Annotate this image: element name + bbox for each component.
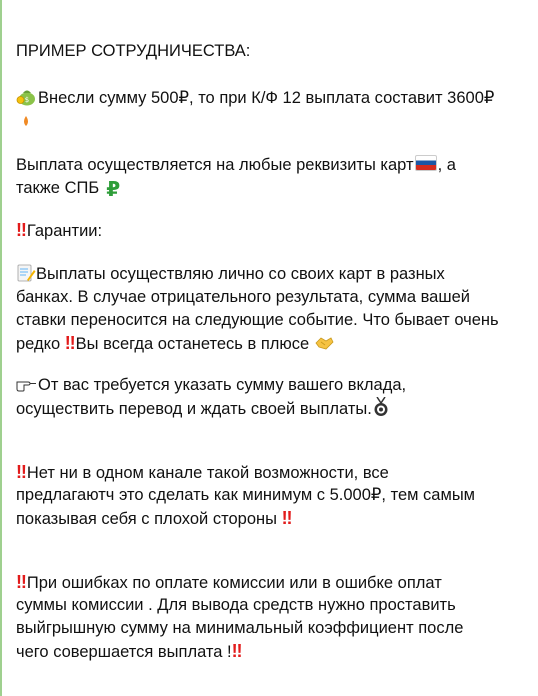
note-2-line-4 <box>16 640 243 664</box>
payout-text-1: Выплата осуществляется на любые реквизиты карт <box>16 156 414 174</box>
note-2-line-1 <box>16 571 442 595</box>
payout-text-2: также СПБ <box>16 179 100 197</box>
double-exclamation-icon: ‼ <box>16 462 23 482</box>
money-bag-icon <box>16 88 36 106</box>
example-text: Внесли сумму 500₽, то при К/Ф 12 выплата составит 3600₽ <box>38 89 495 107</box>
guarantee-line-4 <box>16 332 334 356</box>
payout-line-2 <box>16 177 123 200</box>
memo-icon <box>16 264 36 282</box>
guarantee-text-4a: редко <box>16 335 61 353</box>
message-title: ПРИМЕР СОТРУДНИЧЕСТВА: <box>16 42 251 60</box>
payout-text-1-end: , а <box>437 156 456 174</box>
guarantee-text-1: Выплаты осуществляю лично со своих карт в разных <box>36 265 445 283</box>
ruble-icon: ₽ <box>106 179 121 201</box>
requirement-text-1: От вас требуется указать сумму вашего вклада, <box>38 376 407 394</box>
note-1-line-2: предлагаютч это сделать как минимум с 5.000₽, тем самым <box>16 486 476 504</box>
medal-icon <box>372 397 390 417</box>
note-2-text-4: чего совершается выплата ! <box>16 643 232 661</box>
double-exclamation-icon: ‼ <box>64 333 72 353</box>
guarantee-line-1 <box>16 263 445 286</box>
guarantee-text-4b: Вы всегда останетесь в плюсе <box>75 335 310 353</box>
svg-text:$: $ <box>24 96 30 104</box>
note-1-text-1: Нет ни в одном канале такой возможности, все <box>26 464 389 482</box>
note-2-text-1: При ошибках по оплате комиссии или в ошибке оплат <box>26 574 442 592</box>
note-2-line-3: выйгрышную сумму на минимальный коэффициент после <box>16 619 464 637</box>
pointing-hand-icon <box>16 375 38 393</box>
message-accent-bar <box>0 0 2 696</box>
russia-flag-icon <box>415 155 437 171</box>
note-1-line-3 <box>16 507 292 531</box>
guarantee-title-text: Гарантии: <box>26 222 103 240</box>
note-2-line-2: суммы комиссии . Для вывода средств нужно проставить <box>16 596 456 614</box>
drop-icon <box>22 116 30 126</box>
double-exclamation-icon: ‼ <box>231 641 239 661</box>
payout-line-1 <box>16 154 456 177</box>
handshake-icon <box>314 334 334 352</box>
requirement-line-1 <box>16 374 406 397</box>
double-exclamation-icon: ‼ <box>16 220 23 240</box>
requirement-line-2 <box>16 397 390 421</box>
double-exclamation-icon: ‼ <box>16 572 23 592</box>
double-exclamation-icon: ‼ <box>281 508 289 528</box>
requirement-text-2: осуществить перевод и ждать своей выплаты. <box>16 400 372 418</box>
note-1-text-3: показывая себя с плохой стороны <box>16 510 277 528</box>
guarantee-title <box>16 219 102 243</box>
guarantee-line-2: банках. В случае отрицательного результата, сумма вашей <box>16 288 470 306</box>
note-1-line-1 <box>16 461 389 485</box>
guarantee-line-3: ставки переносится на следующие событие. Что бывает очень <box>16 311 499 329</box>
example-line <box>16 87 494 110</box>
